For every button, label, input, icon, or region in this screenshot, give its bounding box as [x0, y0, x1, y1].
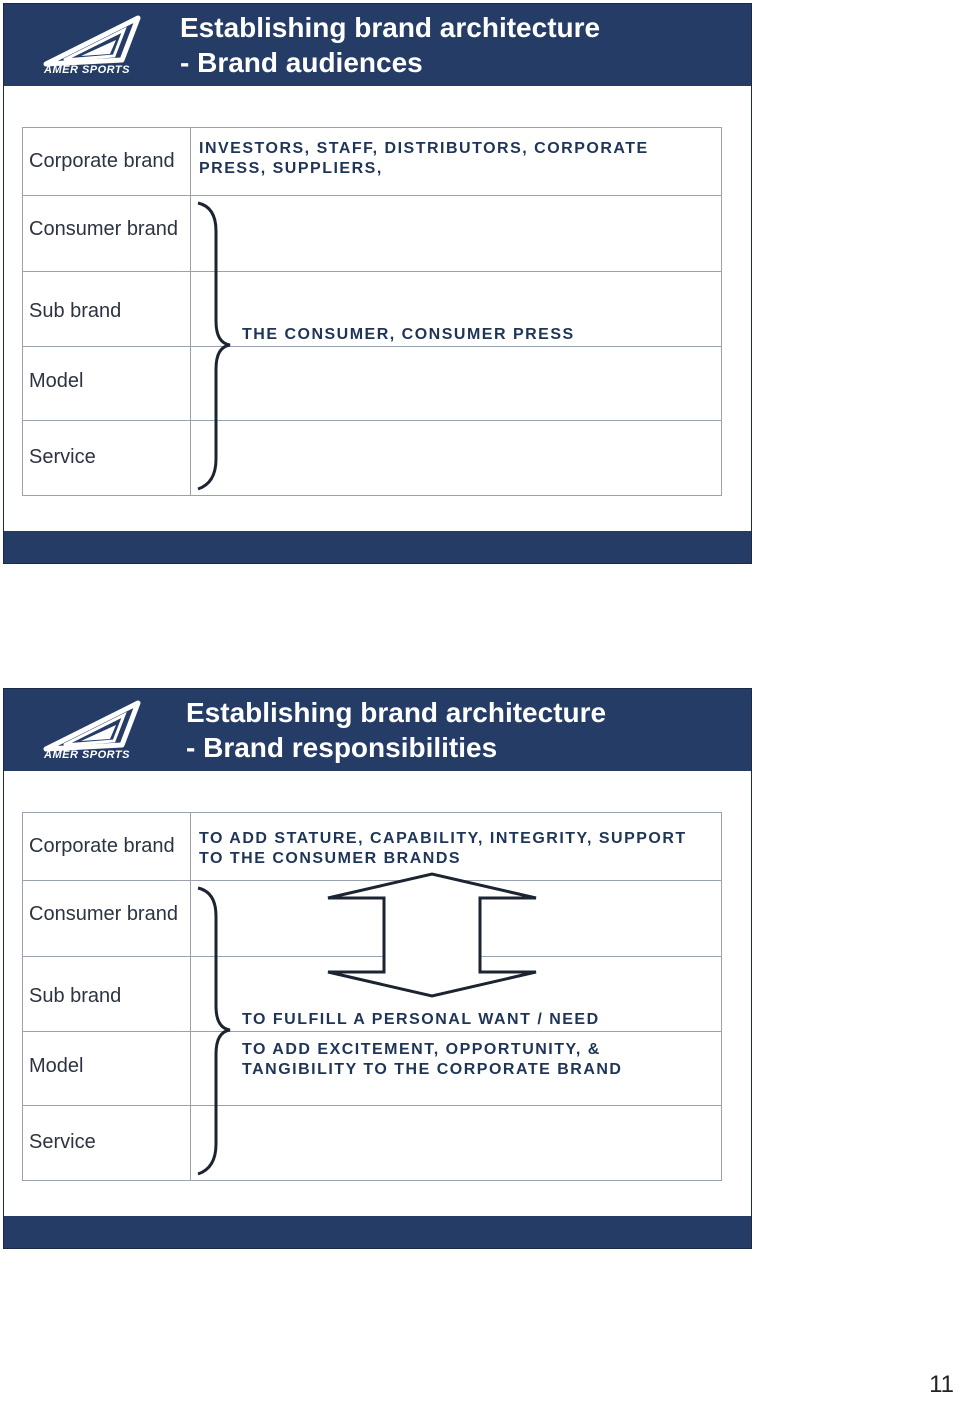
row-service: Service — [29, 446, 96, 468]
slide-header — [4, 689, 751, 771]
title-line-2: - Brand audiences — [180, 47, 423, 78]
row-sub-brand: Sub brand — [29, 985, 122, 1007]
row-model: Model — [29, 370, 84, 392]
row-service: Service — [29, 1131, 96, 1153]
row-consumer-brand: Consumer brand — [29, 218, 178, 240]
slide-title — [186, 695, 606, 765]
slide-title — [180, 10, 600, 80]
curly-brace-icon — [194, 201, 234, 491]
slide-brand-audiences — [3, 3, 752, 564]
page-number: 11 — [929, 1371, 954, 1398]
logo-text: AMER SPORTS — [44, 64, 130, 76]
consumer-audience-text: THE CONSUMER, CONSUMER PRESS — [242, 326, 575, 343]
corporate-audience-text: INVESTORS, STAFF, DISTRIBUTORS, CORPORATE PRESS, SUPPLIERS, — [199, 140, 649, 177]
slide-footer — [4, 1216, 751, 1248]
logo-text: AMER SPORTS — [44, 749, 130, 761]
corporate-responsibility-text: TO ADD STATURE, CAPABILITY, INTEGRITY, SUPPORT TO THE CONSUMER BRANDS — [199, 830, 687, 867]
row-corporate-brand: Corporate brand — [29, 150, 175, 172]
title-line-1: Establishing brand architecture — [180, 12, 601, 43]
title-line-2: - Brand responsibilities — [186, 732, 498, 763]
row-consumer-brand: Consumer brand — [29, 903, 178, 925]
row-corporate-brand: Corporate brand — [29, 835, 175, 857]
curly-brace-icon — [194, 886, 234, 1176]
row-sub-brand: Sub brand — [29, 300, 122, 322]
row-model: Model — [29, 1055, 84, 1077]
slide-brand-responsibilities — [3, 688, 752, 1249]
consumer-contribution-text: TO ADD EXCITEMENT, OPPORTUNITY, & TANGIBILITY TO THE CORPORATE BRAND — [242, 1041, 623, 1078]
double-arrow-icon — [324, 872, 544, 1002]
title-line-1: Establishing brand architecture — [186, 697, 607, 728]
consumer-responsibility-text: TO FULFILL A PERSONAL WANT / NEED — [242, 1011, 600, 1028]
slide-header — [4, 4, 751, 86]
slide-footer — [4, 531, 751, 563]
brand-audience-table — [22, 127, 722, 496]
